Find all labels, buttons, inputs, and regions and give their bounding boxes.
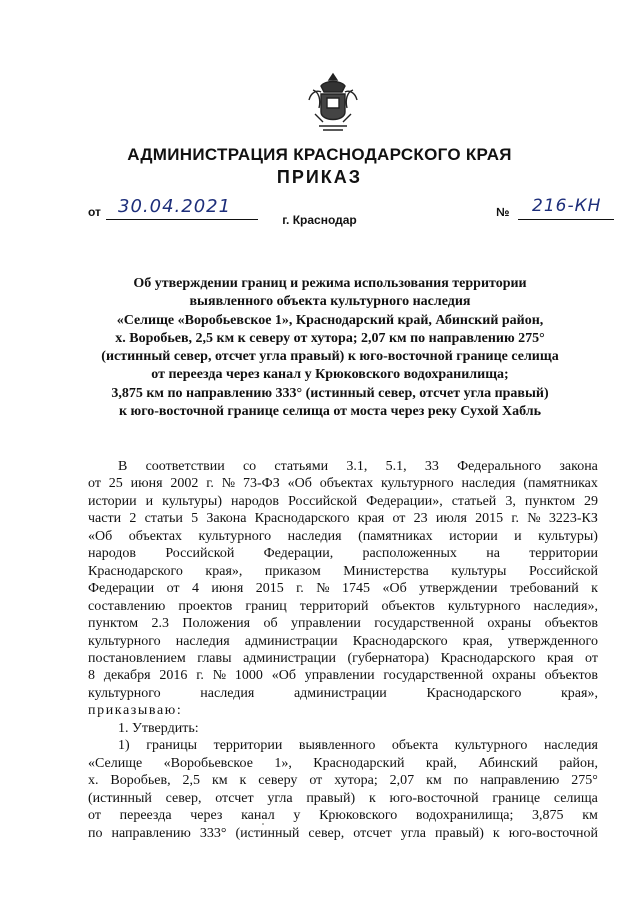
handwritten-date: 30.04.2021 — [118, 196, 232, 217]
body-line: (истинный север, отсчет угла правый) к юго-восточной границе селища — [88, 790, 598, 806]
title-line: 3,875 км по направлению 333° (истинный север, отсчет угла правый) — [111, 385, 549, 401]
document-body — [88, 458, 598, 842]
title-line: «Селище «Воробьевское 1», Краснодарский край, Абинский район, — [116, 312, 544, 328]
title-line: от переезда через канал у Крюковского водохранилища; — [151, 367, 509, 383]
body-line: 1) границы территории выявленного объекта культурного наследия — [118, 738, 598, 754]
agency-name: АДМИНИСТРАЦИЯ КРАСНОДАРСКОГО КРАЯ — [127, 145, 512, 164]
scan-speck — [262, 823, 264, 825]
document-type: ПРИКАЗ — [276, 167, 363, 187]
title-line: Об утверждении границ и режима использования территории — [133, 276, 527, 291]
body-line: х. Воробьев, 2,5 км к северу от хутора; 2,07 км по направлению 275° — [88, 773, 598, 789]
title-line: выявленного объекта культурного наследия — [189, 294, 471, 310]
body-line: постановлением главы администрации (губернатора) Краснодарского края от — [88, 650, 598, 666]
body-line: Федерации от 4 июня 2015 г. № 1745 «Об утверждении требований к — [88, 581, 598, 597]
body-line: «Селище «Воробьевское 1», Краснодарский край, Абинский район, — [88, 755, 598, 771]
body-line: составлению проектов границ территорий объектов культурного наследия», — [88, 598, 598, 614]
body-line: В соответствии со статьями 3.1, 5.1, 33 Федерального закона — [118, 459, 598, 474]
body-line: истории и культуры) народов Российской Федерации», статьей 3, пунктом 29 — [88, 493, 598, 509]
city-label: г. Краснодар — [282, 213, 357, 227]
body-line: от 25 июня 2002 г. № 73-ФЗ «Об объектах культурного наследия (памятниках — [88, 476, 598, 492]
body-line: «Об объектах культурного наследия (памятниках истории и культуры) — [88, 528, 598, 544]
body-line: по направлению 333° (истинный север, отсчет угла правый) к юго-восточной — [88, 825, 598, 841]
handwritten-number: 216-КН — [532, 196, 602, 216]
number-prefix: № — [496, 205, 510, 219]
body-line: культурного наследия администрации Краснодарского края, утвержденного — [88, 633, 598, 649]
document-title — [60, 275, 600, 421]
coat-of-arms-icon — [305, 70, 361, 136]
body-line: приказываю: — [88, 703, 183, 719]
title-line: (истинный север, отсчет угла правый) к юго-восточной границе селища — [101, 349, 559, 365]
body-line: культурного наследия администрации Краснодарского края», — [88, 685, 598, 701]
number-underline — [518, 219, 614, 220]
date-prefix: от — [88, 205, 101, 219]
title-line: х. Воробьев, 2,5 км к северу от хутора; 2,07 км по направлению 275° — [115, 330, 545, 346]
title-line: к юго-восточной границе селища от моста через реку Сухой Хабль — [118, 404, 542, 420]
body-line: 1. Утвердить: — [118, 720, 199, 736]
body-line: Краснодарского края», приказом Министерства культуры Российской — [88, 563, 598, 579]
body-line: пунктом 2.3 Положения об управлении государственной охраны объектов — [88, 616, 598, 632]
body-line: части 2 статьи 5 Закона Краснодарского края от 23 июля 2015 г. № 3223-КЗ — [88, 511, 598, 527]
body-line: 8 декабря 2016 г. № 1000 «Об управлении государственной охраны объектов — [88, 668, 598, 684]
body-line: от переезда через канал у Крюковского водохранилища; 3,875 км — [88, 808, 598, 824]
body-line: народов Российской Федерации, расположенных на территории — [88, 546, 598, 562]
